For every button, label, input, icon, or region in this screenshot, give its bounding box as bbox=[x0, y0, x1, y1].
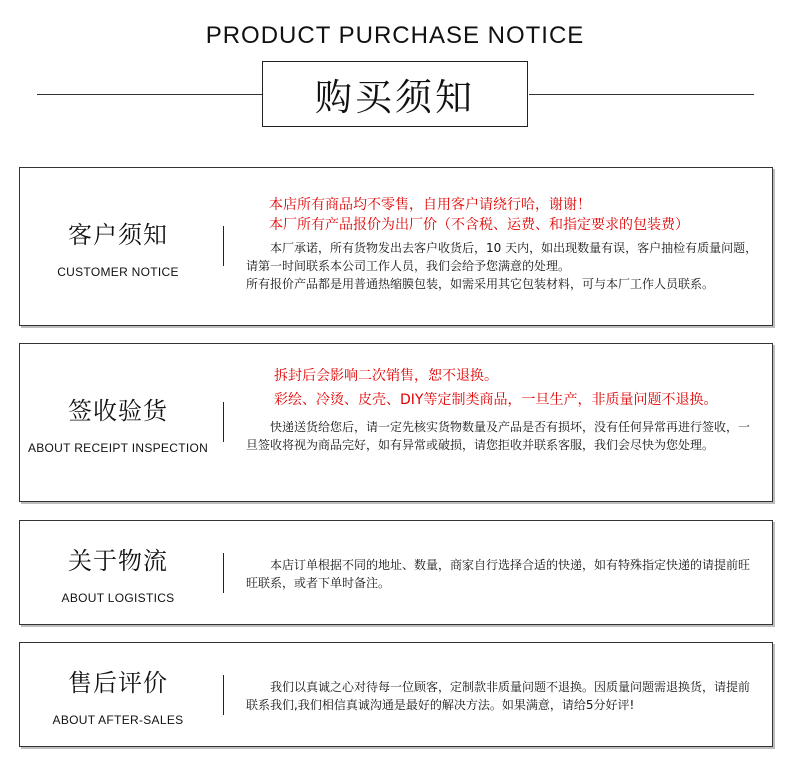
section-heading bbox=[20, 521, 216, 624]
section-subtitle: ABOUT AFTER-SALES bbox=[52, 712, 184, 727]
section-title: 售后评价 bbox=[68, 668, 168, 697]
section-body bbox=[246, 556, 760, 592]
page-title-en: PRODUCT PURCHASE NOTICE bbox=[205, 22, 585, 49]
notice-paragraph: 快递送货给您后，请一定先核实货物数量及产品是否有损坏，没有任何异常再进行签收，一旦签收将视为商品完好，如有异常或破损，请您拒收并联系客服，我们会尽快为您处理。 bbox=[246, 420, 751, 452]
section-heading bbox=[20, 643, 216, 746]
notice-text bbox=[246, 556, 760, 592]
section-divider bbox=[223, 553, 224, 593]
notice-paragraph: 本厂承诺，所有货物发出去客户收货后，10 天内，如出现数量有误，客户抽检有质量问题，请第一时间联系本公司工作人员，我们会给予您满意的处理。 bbox=[246, 241, 758, 273]
warning-line: 本厂所有产品报价为出厂价（不含税、运费、和指定要求的包装费） bbox=[269, 217, 689, 233]
warning-line: 彩绘、冷烫、皮壳、DIY等定制类商品，一旦生产，非质量问题不退换。 bbox=[274, 392, 718, 408]
section-title: 签收验货 bbox=[68, 396, 168, 425]
header-rule-right bbox=[529, 94, 754, 95]
section-customer-notice bbox=[19, 167, 773, 326]
notice-paragraph: 所有报价产品都是用普通热缩膜包装，如需采用其它包装材料，可与本厂工作人员联系。 bbox=[246, 277, 715, 291]
notice-text bbox=[246, 418, 760, 454]
section-heading bbox=[20, 344, 216, 501]
warning-line: 拆封后会影响二次销售，恕不退换。 bbox=[274, 368, 498, 384]
section-divider bbox=[223, 226, 224, 266]
section-divider bbox=[223, 402, 224, 442]
section-receipt-inspection bbox=[19, 343, 773, 502]
notice-paragraph: 本店订单根据不同的地址、数量，商家自行选择合适的快递，如有特殊指定快递的请提前旺旺联系，或者下单时备注。 bbox=[246, 558, 751, 590]
section-logistics bbox=[19, 520, 773, 625]
section-title: 关于物流 bbox=[68, 546, 168, 575]
notice-text bbox=[246, 678, 760, 714]
section-title: 客户须知 bbox=[68, 220, 168, 249]
section-body bbox=[246, 195, 760, 293]
page-title-cn: 购买须知 bbox=[262, 61, 528, 127]
section-subtitle: CUSTOMER NOTICE bbox=[57, 264, 179, 279]
section-after-sales bbox=[19, 642, 773, 747]
section-heading bbox=[20, 168, 216, 325]
section-divider bbox=[223, 675, 224, 715]
warning-line: 本店所有商品均不零售，自用客户请绕行哈，谢谢！ bbox=[269, 197, 591, 213]
notice-text bbox=[246, 239, 760, 293]
section-body bbox=[246, 678, 760, 714]
section-subtitle: ABOUT LOGISTICS bbox=[61, 590, 175, 605]
header-rule-left bbox=[37, 94, 262, 95]
section-subtitle: ABOUT RECEIPT INSPECTION bbox=[27, 440, 209, 455]
notice-paragraph: 我们以真诚之心对待每一位顾客，定制款非质量问题不退换。因质量问题需退换货，请提前联系我们,我们相信真诚沟通是最好的解决方法。如果满意，请给5分好评! bbox=[246, 680, 751, 712]
section-body bbox=[246, 366, 760, 454]
